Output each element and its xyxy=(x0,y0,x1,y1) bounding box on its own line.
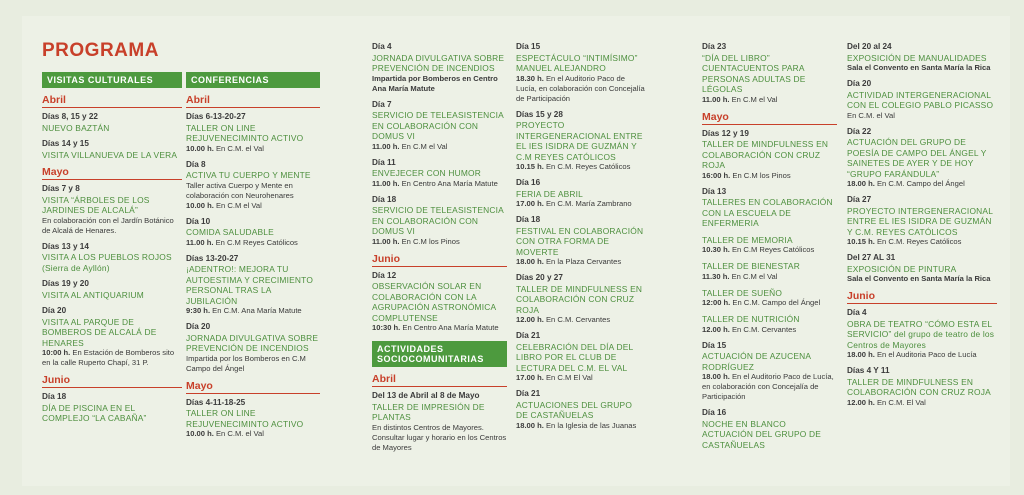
event-note xyxy=(702,171,837,181)
section-bar-visitas: VISITAS CULTURALES xyxy=(42,72,182,88)
event-date: Día 21 xyxy=(516,331,541,340)
month-heading: Mayo xyxy=(702,111,837,125)
event-place: En la Plaza Cervantes xyxy=(543,257,622,266)
event-note xyxy=(516,162,646,172)
event-place: En Centro Ana María Matute xyxy=(399,178,498,188)
event-title: VISITA VILLANUEVA DE LA VERA xyxy=(42,149,178,160)
event-title: FESTIVAL EN COLABORACIÓN CON OTRA FORMA DE MOVERTE xyxy=(516,225,644,257)
event-time: 12.00 h. xyxy=(847,397,875,407)
event-title: ACTUACIONES DEL GRUPO DE CASTAÑUELAS xyxy=(516,399,633,420)
month-heading: Mayo xyxy=(42,166,182,180)
event-entry xyxy=(186,160,320,211)
event-entry xyxy=(42,306,182,368)
event-place: En C.M. el Val xyxy=(213,429,264,438)
month-heading: Abril xyxy=(42,94,182,108)
event-note xyxy=(516,257,646,267)
month-heading: Abril xyxy=(186,94,320,108)
event-entry xyxy=(702,288,837,309)
event-date: Días 12 y 19 xyxy=(702,128,749,138)
event-entry xyxy=(847,253,997,284)
event-date: Días 4-11-18-25 xyxy=(186,397,246,407)
event-title: TALLER DE IMPRESIÓN DE PLANTAS xyxy=(372,401,485,422)
event-title: SERVICIO DE TELEASISTENCIA EN COLABORACIÓN CON DOMUS VI xyxy=(372,205,504,236)
event-title: “DÍA DEL LIBRO” CUENTACUENTOS PARA PERSONAS ADULTAS DE LÉGOLAS xyxy=(702,52,806,94)
event-time: 11.00 h. xyxy=(702,94,730,104)
event-note xyxy=(186,429,320,439)
event-place: En Centro Ana María Matute xyxy=(400,323,499,332)
event-entry xyxy=(516,110,646,173)
event-entry xyxy=(847,127,997,190)
event-date: Días 14 y 15 xyxy=(42,139,89,148)
event-note xyxy=(186,144,320,154)
event-entry xyxy=(847,195,997,247)
event-time: 9:30 h. xyxy=(186,306,211,315)
event-title: TALLER ON LINE REJUVENECIMINTO ACTIVO xyxy=(186,408,304,429)
event-note xyxy=(847,179,997,189)
event-place: En C.M el Val xyxy=(729,94,778,104)
section-bar-sociocomunitarias: ACTIVIDADES SOCIOCOMUNITARIAS xyxy=(372,341,507,367)
event-entry xyxy=(702,235,837,256)
event-note xyxy=(702,95,837,105)
event-place: En C.M. el Val xyxy=(213,143,264,153)
event-entry xyxy=(702,42,837,105)
event-entry xyxy=(702,187,837,229)
event-title: TALLER DE BIENESTAR xyxy=(702,261,800,271)
event-time: 12.00 h. xyxy=(702,324,730,334)
event-entry xyxy=(42,242,182,274)
event-title: TALLER DE NUTRICIÓN xyxy=(702,314,800,324)
event-time: 18.00 h. xyxy=(847,179,875,188)
event-time: 12:00 h. xyxy=(702,298,731,307)
event-date: Día 18 xyxy=(372,194,397,204)
event-place: En C.M el Val xyxy=(399,141,448,151)
event-note xyxy=(516,74,646,104)
event-date: Del 20 al 24 xyxy=(847,42,892,51)
event-entry xyxy=(42,392,182,424)
event-title: TALLER DE MINDFULNESS EN COLABORACIÓN CON CRUZ ROJA xyxy=(847,376,991,397)
event-entry xyxy=(186,322,320,374)
event-entry xyxy=(702,408,837,450)
event-place: En C.M. Reyes Católicos xyxy=(543,162,631,171)
event-date: Días 19 y 20 xyxy=(42,279,89,288)
event-title: FERIA DE ABRIL xyxy=(516,188,584,199)
event-note: Impartida por los Bomberos en C.M Campo del Ángel xyxy=(186,353,306,373)
event-note xyxy=(42,348,182,368)
event-place: En la Iglesia de las Juanas xyxy=(543,420,637,430)
event-title: JORNADA DIVULGATIVA SOBRE PREVENCIÓN DE INCENDIOS xyxy=(372,52,505,73)
event-note xyxy=(702,298,837,308)
event-note xyxy=(372,179,507,189)
event-title: TALLER DE MINDFULNESS EN COLABORACIÓN CON CRUZ ROJA xyxy=(702,139,829,170)
event-title: EXPOSICIÓN DE MANUALIDADES xyxy=(847,52,987,63)
event-date: Días 20 y 27 xyxy=(516,273,563,282)
event-time: 11.00 h. xyxy=(186,237,214,247)
event-time: 17.00 h. xyxy=(516,199,544,208)
event-time: 10.00 h. xyxy=(186,200,214,210)
event-title: TALLERES EN COLABORACIÓN CON LA ESCUELA DE ENFERMERIA xyxy=(702,197,833,228)
event-date: Días 13 y 14 xyxy=(42,241,89,251)
event-date: Día 15 xyxy=(516,42,541,51)
event-entry xyxy=(847,308,997,360)
event-entry xyxy=(516,178,646,209)
event-date: Día 15 xyxy=(702,340,727,350)
event-title: TALLER DE MEMORIA xyxy=(702,234,793,245)
event-date: Día 16 xyxy=(702,408,727,417)
event-time: 10.15 h. xyxy=(847,237,875,246)
event-note xyxy=(702,325,837,335)
event-note: Impartida por Bomberos en Centro Ana María Matute xyxy=(372,73,498,93)
event-title xyxy=(847,319,997,351)
event-date: Día 20 xyxy=(42,306,67,315)
event-title: VISITA AL PARQUE DE BOMBEROS DE ALCALÁ DE HENARES xyxy=(42,316,157,348)
month-heading: Junio xyxy=(42,374,182,388)
event-title: ESPECTÁCULO “INTIMÍSIMO” MANUEL ALEJANDRO xyxy=(516,52,638,73)
event-title: ACTIVIDAD INTERGENERACIONAL CON EL COLEGIO PABLO PICASSO xyxy=(847,89,994,110)
event-entry xyxy=(702,341,837,403)
event-time: 11.00 h. xyxy=(372,236,400,246)
event-note xyxy=(516,373,646,383)
event-time: 10:00 h. xyxy=(42,348,71,357)
event-note xyxy=(516,421,646,431)
event-note xyxy=(702,272,837,282)
event-place: En el Auditorio Paco de Lucía, en colaboración con Concejalía de Participación xyxy=(702,372,834,401)
event-entry xyxy=(516,215,646,267)
event-note xyxy=(372,237,507,247)
event-entry xyxy=(186,112,320,154)
event-place: En C.M. Campo del Ángel xyxy=(730,298,821,307)
event-place: En C.M Reyes Católicos xyxy=(213,237,298,247)
event-entry xyxy=(372,42,507,94)
event-date: Día 18 xyxy=(516,215,541,224)
event-date: Del 13 de Abril al 8 de Mayo xyxy=(372,391,480,400)
event-title: VISITA AL ANTIQUARIUM xyxy=(42,289,144,300)
event-place: En C.M. María Zambrano xyxy=(543,199,632,208)
event-place: En C.M el Val xyxy=(213,200,262,210)
event-place: En Estación de Bomberos sito en la calle Ruperto Chapí, 31 P. xyxy=(42,348,175,367)
event-title: ¡ADENTRO!: MEJORA TU AUTOESTIMA Y CRECIMIENTO PERSONAL TRAS LA JUBILACIÓN xyxy=(186,264,314,306)
event-date: Día 27 xyxy=(847,195,872,204)
column-5 xyxy=(702,42,837,456)
event-entry xyxy=(516,331,646,383)
event-title-rest: del grupo de teatro de los Centros de Mayores xyxy=(847,329,995,350)
event-time: 11.00 h. xyxy=(372,178,400,188)
event-note xyxy=(186,201,320,211)
event-entry xyxy=(42,184,182,236)
event-title: PROYECTO INTERGENERACIONAL ENTRE EL IES ISIDRA DE GUZMÁN Y C.M. REYES CATÓLICOS xyxy=(847,205,993,237)
event-place: En C.M. El Val xyxy=(874,397,926,407)
event-date: Día 23 xyxy=(702,42,727,51)
event-place: En C.M. Reyes Católicos xyxy=(874,237,962,246)
event-date: Día 4 xyxy=(372,42,392,51)
event-date: Días 7 y 8 xyxy=(42,184,80,193)
event-entry xyxy=(372,100,507,152)
event-entry xyxy=(702,314,837,335)
event-time: 16:00 h. xyxy=(702,170,731,180)
event-place: En el Auditorio Paco de Lucía, en colaboración con Concejalía de Participación xyxy=(516,73,645,103)
event-title: ACTIVA TU CUERPO Y MENTE xyxy=(186,170,311,180)
event-date: Días 13-20-27 xyxy=(186,253,239,263)
event-date: Día 7 xyxy=(372,99,392,109)
event-note xyxy=(702,372,837,402)
event-title: DÍA DE PISCINA EN EL COMPLEJO “LA CABAÑA” xyxy=(42,402,147,423)
event-title: VISITA A LOS PUEBLOS ROJOS xyxy=(42,252,172,262)
event-title: TALLER ON LINE REJUVENECIMINTO ACTIVO xyxy=(186,122,304,143)
event-entry xyxy=(42,139,182,160)
column-visitas xyxy=(42,72,182,430)
event-date: Día 11 xyxy=(372,157,396,167)
event-date: Día 16 xyxy=(516,178,541,187)
event-date: Día 20 xyxy=(186,322,211,331)
event-entry xyxy=(516,42,646,104)
event-time: 18.30 h. xyxy=(516,73,544,83)
event-subtitle: (Sierra de Ayllón) xyxy=(42,262,110,273)
event-title: OBSERVACIÓN SOLAR EN COLABORACIÓN CON LA AGRUPACIÓN ASTRONÓMICA COMPLUTENSE xyxy=(372,281,496,323)
event-time: 10.00 h. xyxy=(186,143,214,153)
event-note xyxy=(372,142,507,152)
event-date: Día 4 xyxy=(847,308,867,317)
event-time: 10.00 h. xyxy=(186,429,214,438)
event-title: SERVICIO DE TELEASISTENCIA EN COLABORACIÓN CON DOMUS VI xyxy=(372,110,504,141)
event-title: CELEBRACIÓN DEL DÍA DEL LIBRO POR EL CLUB DE LECTURA DEL C.M. EL VAL xyxy=(516,341,634,373)
event-entry xyxy=(42,279,182,300)
event-note xyxy=(372,323,507,333)
event-entry xyxy=(372,158,507,189)
event-entry xyxy=(42,112,182,133)
event-note: Sala el Convento en Santa María la Rica xyxy=(847,274,991,283)
event-entry xyxy=(186,254,320,317)
column-6 xyxy=(847,42,997,414)
event-date: Días 6-13-20-27 xyxy=(186,112,246,121)
event-note xyxy=(702,245,837,255)
event-note: En distintos Centros de Mayores. Consultar lugar y horario en los Centros de Mayores xyxy=(372,422,507,452)
event-title: VISITA “ÁRBOLES DE LOS JARDINES DE ALCALÁ” xyxy=(42,194,150,215)
event-time: 18.00 h. xyxy=(847,350,875,359)
event-place: En C.M los Pinos xyxy=(730,170,791,180)
event-title: TALLER DE MINDFULNESS EN COLABORACIÓN CON CRUZ ROJA xyxy=(516,283,643,315)
event-date: Día 22 xyxy=(847,126,872,136)
month-heading: Junio xyxy=(847,290,997,304)
section-bar-conferencias: CONFERENCIAS xyxy=(186,72,320,88)
month-heading: Mayo xyxy=(186,380,320,394)
event-date: Día 10 xyxy=(186,216,211,226)
event-note: Taller activa Cuerpo y Mente en colaboración con Neurohenares xyxy=(186,180,294,200)
event-date: Día 13 xyxy=(702,186,727,196)
column-3 xyxy=(372,42,507,459)
event-title: PROYECTO INTERGENERACIONAL ENTRE EL IES ISIDRA DE GUZMÁN Y C.M REYES CATÓLICOS xyxy=(516,120,643,162)
event-note xyxy=(847,350,997,360)
event-note xyxy=(847,237,997,247)
event-title: ACTUACIÓN DEL GRUPO DE POESÍA DE CAMPO DEL ÁNGEL Y SAINETES DE AYER Y DE HOY “GRUPO FARÁNDULA” xyxy=(847,137,987,179)
event-note xyxy=(847,398,997,408)
event-entry xyxy=(702,129,837,181)
column-conferencias xyxy=(186,72,320,445)
event-place: En C.M El Val xyxy=(543,373,593,382)
event-time: 17.00 h. xyxy=(516,373,544,382)
event-time: 10:30 h. xyxy=(372,323,401,332)
event-entry xyxy=(847,79,997,121)
event-date: Días 4 Y 11 xyxy=(847,366,890,375)
page-title: PROGRAMA xyxy=(42,40,159,61)
event-entry xyxy=(847,366,997,408)
event-entry xyxy=(186,398,320,440)
column-4 xyxy=(516,42,646,437)
event-title: ENVEJECER CON HUMOR xyxy=(372,168,481,178)
event-title: COMIDA SALUDABLE xyxy=(186,227,274,237)
event-title: NOCHE EN BLANCO ACTUACIÓN DEL GRUPO DE CASTAÑUELAS xyxy=(702,418,822,450)
event-title: ACTUACIÓN DE AZUCENA RODRÍGUEZ xyxy=(702,351,811,372)
event-date: Del 27 AL 31 xyxy=(847,253,896,262)
event-date: Día 21 xyxy=(516,389,541,398)
event-date: Días 15 y 28 xyxy=(516,109,563,119)
event-title-main: OBRA DE TEATRO “CÓMO ESTA EL SERVICIO” xyxy=(847,318,992,339)
event-entry xyxy=(186,217,320,248)
program-page xyxy=(22,16,1010,486)
event-time: 18.00 h. xyxy=(516,257,544,266)
event-time: 18.00 h. xyxy=(702,372,730,381)
event-title: NUEVO BAZTÁN xyxy=(42,122,110,133)
event-entry xyxy=(372,391,507,453)
event-note xyxy=(516,199,646,209)
event-title: TALLER DE SUEÑO xyxy=(702,287,783,298)
event-note: En C.M. el Val xyxy=(847,110,895,120)
event-place: En C.M los Pinos xyxy=(399,236,460,246)
event-place: En C.M. Ana María Matute xyxy=(210,306,302,315)
event-date: Día 8 xyxy=(186,159,206,169)
event-time: 11.30 h. xyxy=(702,271,730,281)
event-note xyxy=(186,238,320,248)
event-entry xyxy=(372,195,507,247)
event-title: JORNADA DIVULGATIVA SOBRE PREVENCIÓN DE INCENDIOS xyxy=(186,332,319,353)
event-place: En C.M. Cervantes xyxy=(543,315,611,324)
event-place: En C.M. Campo del Ángel xyxy=(874,179,965,188)
event-date: Día 12 xyxy=(372,270,397,280)
event-time: 11.00 h. xyxy=(372,141,400,151)
event-time: 18.00 h. xyxy=(516,420,544,430)
event-place: En C.M. Cervantes xyxy=(729,324,797,334)
event-date: Día 20 xyxy=(847,79,872,88)
event-time: 10.30 h. xyxy=(702,245,730,254)
event-note: En colaboración con el Jardín Botánico de Alcalá de Henares. xyxy=(42,215,174,235)
event-time: 10.15 h. xyxy=(516,162,544,171)
month-heading: Junio xyxy=(372,253,507,267)
event-entry xyxy=(372,271,507,334)
event-place: En el Auditoria Paco de Lucía xyxy=(874,350,977,359)
event-place: En C.M Reyes Católicos xyxy=(729,245,815,254)
month-heading: Abril xyxy=(372,373,507,387)
event-note: Sala el Convento en Santa María la Rica xyxy=(847,63,991,72)
event-date: Día 18 xyxy=(42,392,67,401)
event-entry xyxy=(516,389,646,431)
event-entry xyxy=(516,273,646,325)
event-date: Días 8, 15 y 22 xyxy=(42,112,98,121)
event-note xyxy=(516,315,646,325)
event-entry xyxy=(702,261,837,282)
event-title: EXPOSICIÓN DE PINTURA xyxy=(847,263,957,274)
event-entry xyxy=(847,42,997,73)
event-place: En C.M el Val xyxy=(729,271,778,281)
event-note xyxy=(186,306,320,316)
event-time: 12.00 h. xyxy=(516,315,544,324)
